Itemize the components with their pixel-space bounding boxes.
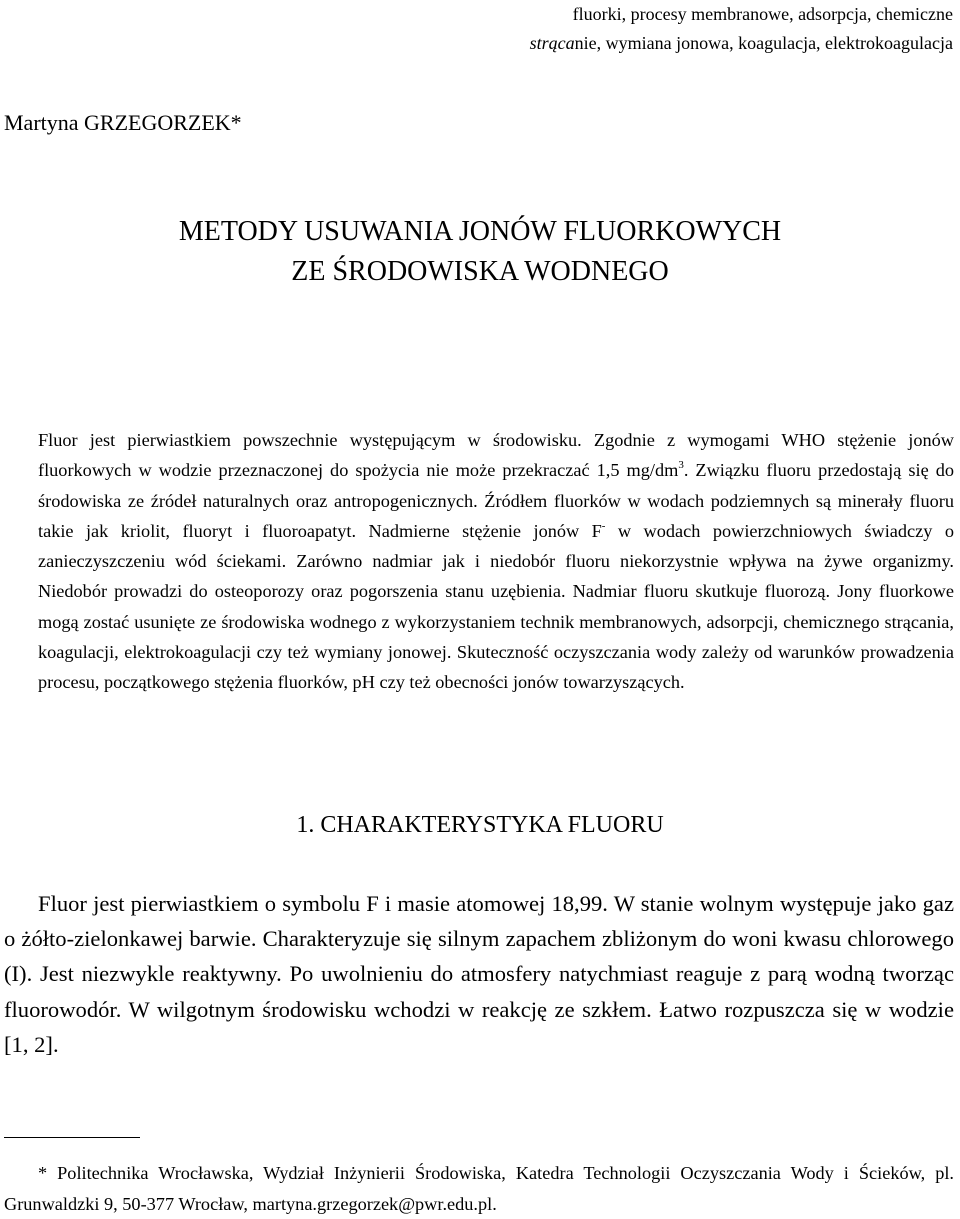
keywords-line-2 — [530, 29, 953, 58]
footnote-rule — [4, 1137, 140, 1138]
abstract — [38, 425, 954, 698]
keywords-line-1: fluorki, procesy membranowe, adsorpcja, chemiczne — [572, 4, 953, 24]
abstract-superscript-minus: - — [601, 519, 606, 532]
footnote-affiliation: * Politechnika Wrocławska, Wydział Inżynierii Środowiska, Katedra Technologii Oczyszczania Wody i Ścieków, pl. Grunwaldzki 9, 50-377 Wrocław, martyna.grzegorzek@pwr.edu.pl. — [4, 1163, 954, 1214]
abstract-part-2: . Związku fluoru przedostają się do środowiska ze źródeł naturalnych oraz antropogenicznych. Źródłem fluorków w wodach podziemnych są minerały fluoru takie jak kriolit, fluoryt i fluoroapatyt. Nadmierne stężenie jonów F — [38, 460, 954, 541]
paper-title — [0, 212, 960, 292]
keywords-line-2-rest: nie, wymiana jonowa, koagulacja, elektrokoagulacja — [574, 33, 953, 53]
paper-title-line-1: METODY USUWANIA JONÓW FLUORKOWYCH — [178, 216, 782, 247]
abstract-part-1: Fluor jest pierwiastkiem powszechnie występującym w środowisku. Zgodnie z wymogami WHO stężenie jonów fluorkowych w wodzie przeznaczonej do spożycia nie może przekraczać 1,5 mg/dm — [38, 430, 954, 481]
abstract-part-3: w wodach powierzchniowych świadczy o zanieczyszczeniu wód ściekami. Zarówno nadmiar jak i niedobór fluoru niekorzystnie wpływa na żywe organizmy. Niedobór prowadzi do osteoporozy oraz pogorszenia stanu uzębienia. Nadmiar fluoru skutkuje fluorozą. Jony fluorkowe mogą zostać usunięte ze środowiska wodnego z wykorzystaniem technik membranowych, adsorpcji, chemicznego strącania, koagulacji, elektrokoagulacji czy też wymiany jonowej. Skuteczność oczyszczania wody zależy od warunków prowadzenia procesu, początkowego stężenia fluorków, pH czy też obecności jonów towarzyszących. — [38, 520, 954, 693]
keywords-italic-fragment: strąca — [529, 33, 575, 53]
paper-title-line-2: ZE ŚRODOWISKA WODNEGO — [291, 256, 669, 287]
section-heading: 1. CHARAKTERYSTYKA FLUORU — [296, 812, 664, 838]
abstract-superscript-3: 3 — [678, 459, 684, 472]
keywords — [530, 0, 953, 58]
author-name: Martyna GRZEGORZEK* — [4, 110, 242, 135]
section-body: Fluor jest pierwiastkiem o symbolu F i masie atomowej 18,99. W stanie wolnym występuje jako gaz o żółto-zielonkawej barwie. Charakteryzuje się silnym zapachem zbliżonym do woni kwasu chlorowego (I). Jest niezwykle reaktywny. Po uwolnieniu do atmosfery natychmiast reaguje z parą wodną tworząc fluorowodór. W wilgotnym środowisku wchodzi w reakcję ze szkłem. Łatwo rozpuszcza się w wodzie [1, 2]. — [4, 891, 954, 1057]
